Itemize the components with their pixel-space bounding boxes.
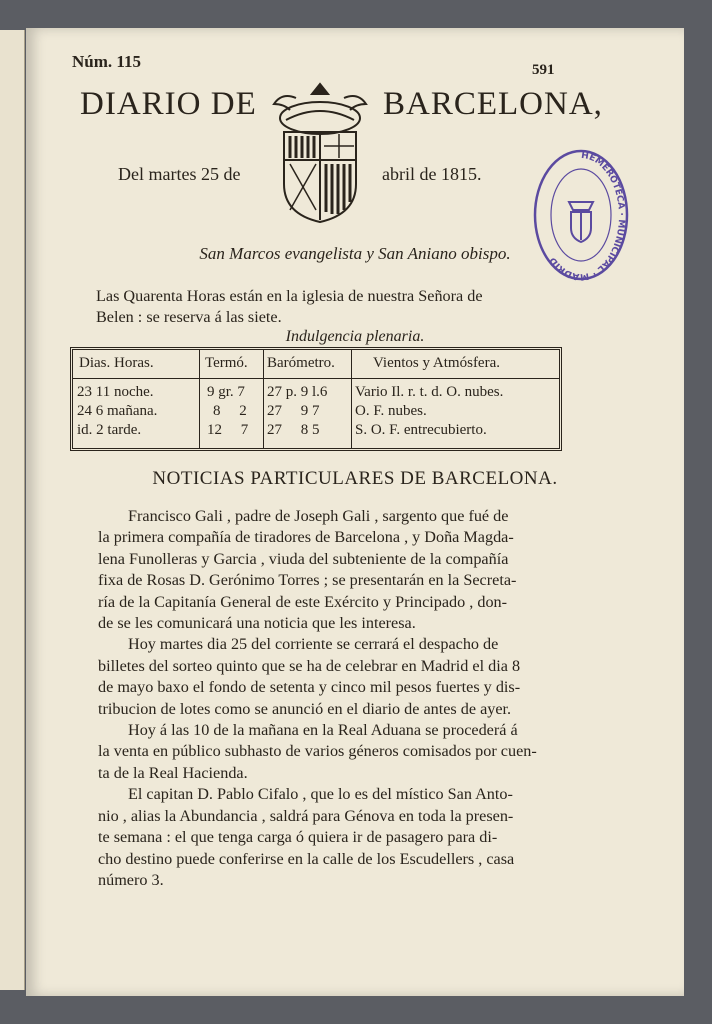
paragraph-line: Francisco Gali , padre de Joseph Gali , sargento que fué de [128, 507, 509, 525]
newspaper-page [26, 28, 684, 996]
paragraph-line: lena Funolleras y Garcia , viuda del subteniente de la compañía [98, 549, 509, 568]
date-right: abril de 1815. [382, 164, 482, 184]
paragraph-line: cho destino puede conferirse en la calle de los Escudellers , casa [98, 849, 515, 868]
stamp-text: HEMEROTECA · MUNICIPAL · MADRID [548, 150, 626, 282]
paragraph-line: Hoy á las 10 de la mañana en la Real Aduana se procederá á [128, 721, 518, 740]
forty-hours-line: Belen : se reserva á las siete. [96, 308, 282, 327]
table-header-barometer: Barómetro. [267, 355, 335, 371]
table-header-time: Dias. Horas. [79, 355, 154, 371]
table-row-time: 23 11 noche. [77, 384, 154, 400]
adjacent-page-edge [0, 30, 25, 990]
forty-hours-line: Las Quarenta Horas están en la iglesia de nuestra Señora de [96, 287, 483, 305]
paragraph-line: la venta en público subhasto de varios géneros comisados por cuen- [98, 742, 537, 761]
paragraph-line: fixa de Rosas D. Gerónimo Torres ; se presentarán en la Secreta- [98, 571, 517, 590]
masthead-title-right: BARCELONA, [383, 86, 603, 122]
table-row-thermo: 8 2 [213, 403, 247, 419]
table-row-baro: 27 8 5 [267, 422, 320, 438]
paragraph-line: billetes del sorteo quinto que se ha de celebrar en Madrid el dia 8 [98, 656, 521, 675]
paragraph-line: de se les comunicará una noticia que les interesa. [98, 614, 416, 633]
paragraph-line: tribucion de lotes como se anunció en el diario de antes de ayer. [98, 699, 512, 718]
table-row-time: id. 2 tarde. [77, 422, 142, 438]
section-title: NOTICIAS PARTICULARES DE BARCELONA. [152, 468, 558, 489]
table-row-wind: O. F. nubes. [355, 403, 427, 419]
paragraph-line: la primera compañía de tiradores de Barcelona , y Doña Magda- [98, 528, 514, 547]
news-body [98, 506, 564, 891]
paragraph-line: nio , alias la Abundancia , saldrá para Génova en toda la presen- [98, 806, 514, 825]
saint-of-the-day: San Marcos evangelista y San Aniano obispo. [199, 244, 511, 263]
issue-number: Núm. 115 [72, 52, 141, 71]
table-header-wind: Vientos y Atmósfera. [373, 355, 500, 371]
barcelona-coat-of-arms-icon [266, 80, 374, 230]
paragraph-line: Hoy martes dia 25 del corriente se cerrará el despacho de [128, 635, 499, 654]
table-header-thermometer: Termó. [205, 355, 248, 371]
paragraph-line: te semana : el que tenga carga ó quiera ir de pasagero para di- [98, 828, 498, 847]
masthead-title-left: DIARIO DE [80, 86, 257, 122]
paragraph-line: ta de la Real Hacienda. [98, 763, 248, 782]
table-row-wind: Vario Il. r. t. d. O. nubes. [355, 384, 504, 400]
table-row-wind: S. O. F. entrecubierto. [355, 422, 487, 438]
table-row-time: 24 6 mañana. [77, 403, 158, 419]
page-number: 591 [532, 62, 555, 78]
table-row-baro: 27 p. 9 l.6 [267, 384, 328, 400]
table-row-thermo: 9 gr. 7 [207, 384, 245, 400]
table-row-baro: 27 9 7 [267, 403, 320, 419]
date-left: Del martes 25 de [118, 164, 241, 184]
weather-table [70, 347, 562, 451]
paragraph-line: de mayo baxo el fondo de setenta y cinco mil pesos fuertes y dis- [98, 678, 521, 697]
paragraph-line: ría de la Capitanía General de este Exército y Principado , don- [98, 592, 508, 611]
indulgence-note: Indulgencia plenaria. [285, 328, 425, 345]
paragraph-line: El capitan D. Pablo Cifalo , que lo es del místico San Anto- [128, 785, 513, 804]
forty-hours-notice [96, 286, 562, 329]
table-row-thermo: 12 7 [207, 422, 249, 438]
paragraph-line: número 3. [98, 870, 164, 889]
